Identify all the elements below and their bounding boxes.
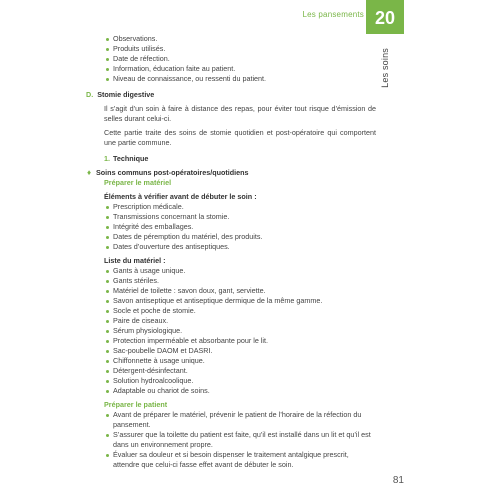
list-item: Matériel de toilette : savon doux, gant, serviette. [104, 286, 376, 296]
page-content [86, 34, 376, 470]
material-list-heading: Liste du matériel : [104, 256, 166, 265]
subsection-number: 1. [104, 154, 110, 163]
list-item: Socle et poche de stomie. [104, 306, 376, 316]
list-item: Produits utilisés. [104, 44, 376, 54]
paragraph: Il s’agit d’un soin à faire à distance des repas, pour éviter tout risque d’émission de selles durant celui-ci. [104, 104, 376, 123]
list-item: Niveau de connaissance, ou ressenti du patient. [104, 74, 376, 84]
list-item: Évaluer sa douleur et si besoin dispenser le traitement antalgique prescrit, attendre que celui-ci fasse effet avant de débuter le soin. [104, 450, 376, 470]
common-care-heading [86, 168, 376, 178]
list-item: Transmissions concernant la stomie. [104, 212, 376, 222]
list-item: Dates de péremption du matériel, des produits. [104, 232, 376, 242]
list-item: Intégrité des emballages. [104, 222, 376, 232]
list-item: Savon antiseptique et antiseptique dermique de la même gamme. [104, 296, 376, 306]
list-item: Protection imperméable et absorbante pour le lit. [104, 336, 376, 346]
chapter-number-badge: 20 [366, 0, 404, 34]
list-item: Paire de ciseaux. [104, 316, 376, 326]
check-items-heading: Éléments à vérifier avant de débuter le soin : [104, 192, 257, 201]
list-item: Avant de préparer le matériel, prévenir le patient de l’horaire de la réfection du pansement. [104, 410, 376, 430]
patient-list [104, 410, 376, 470]
material-list [104, 266, 376, 396]
running-title: Les pansements [302, 10, 364, 19]
side-section-label: Les soins [380, 48, 390, 88]
prepare-patient-heading: Préparer le patient [104, 400, 168, 409]
common-care-title: Soins communs post-opératoires/quotidiens [96, 168, 249, 177]
observation-list [86, 34, 376, 84]
list-item: Chiffonnette à usage unique. [104, 356, 376, 366]
subsection-heading [86, 154, 376, 164]
list-item: Détergent-désinfectant. [104, 366, 376, 376]
list-item: Adaptable ou chariot de soins. [104, 386, 376, 396]
list-item: Sérum physiologique. [104, 326, 376, 336]
paragraph: Cette partie traite des soins de stomie quotidien et post-opératoire qui comportent une partie commune. [104, 128, 376, 147]
list-item: S’assurer que la toilette du patient est faite, qu’il est installé dans un lit et qu’il est dans un environnement propre. [104, 430, 376, 450]
list-item: Sac-poubelle DAOM et DASRI. [104, 346, 376, 356]
list-item: Date de réfection. [104, 54, 376, 64]
section-title: Stomie digestive [97, 90, 155, 99]
list-item: Gants stériles. [104, 276, 376, 286]
page-number: 81 [392, 475, 404, 486]
list-item: Information, éducation faite au patient. [104, 64, 376, 74]
section-letter: D. [86, 90, 94, 99]
list-item: Dates d’ouverture des antiseptiques. [104, 242, 376, 252]
list-item: Gants à usage unique. [104, 266, 376, 276]
prepare-material-heading: Préparer le matériel [104, 178, 172, 187]
list-item: Solution hydroalcoolique. [104, 376, 376, 386]
section-heading [86, 90, 376, 100]
list-item: Observations. [104, 34, 376, 44]
check-list [104, 202, 376, 252]
diamond-icon: ♦ [87, 168, 92, 177]
subsection-title: Technique [113, 154, 149, 163]
material-block [86, 178, 376, 470]
list-item: Prescription médicale. [104, 202, 376, 212]
